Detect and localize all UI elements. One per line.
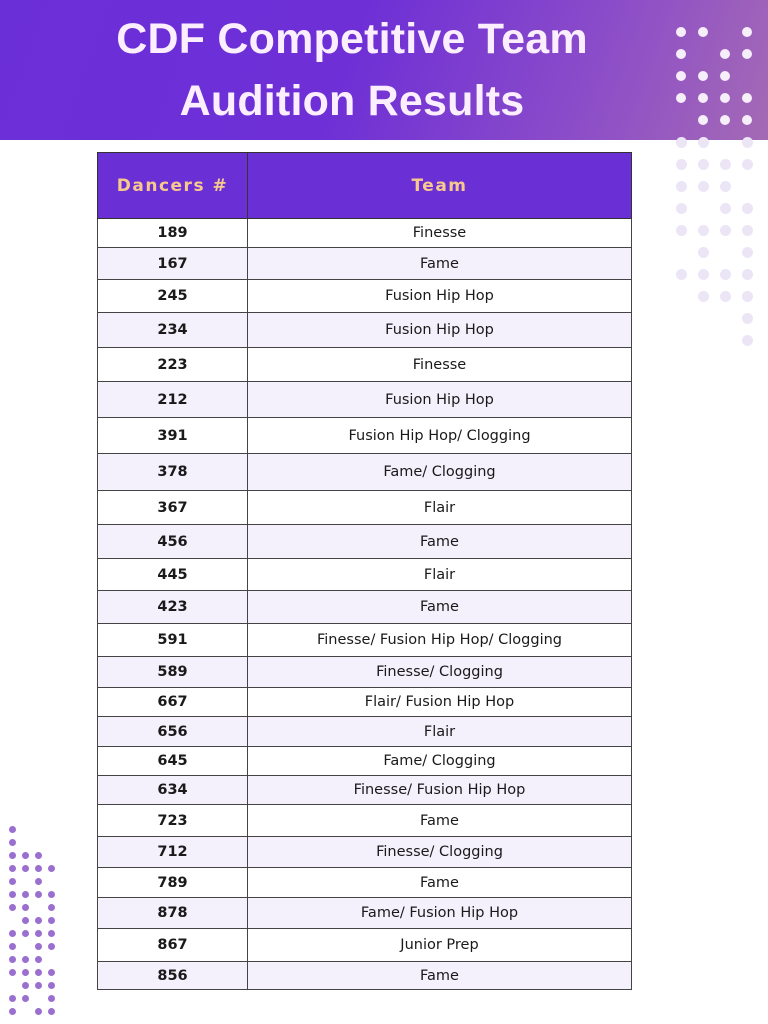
decorative-dot	[676, 27, 686, 37]
dancer-number-cell: 245	[98, 280, 248, 313]
decorative-dot	[676, 159, 687, 170]
team-cell: Fame	[248, 805, 632, 837]
decorative-dot	[720, 71, 730, 81]
dancer-number-cell: 867	[98, 929, 248, 962]
team-cell: Flair	[248, 491, 632, 525]
decorative-dot	[742, 49, 752, 59]
decorative-dot	[698, 71, 708, 81]
dancer-number-cell: 723	[98, 805, 248, 837]
team-cell: Junior Prep	[248, 929, 632, 962]
decorative-dot	[742, 137, 753, 148]
decorative-dot	[698, 93, 708, 103]
decorative-dot	[9, 930, 16, 937]
decorative-dot	[698, 291, 709, 302]
decorative-dot	[9, 839, 16, 846]
dancer-number-cell: 591	[98, 624, 248, 657]
table-row	[98, 837, 632, 868]
decorative-dot	[35, 852, 42, 859]
decorative-dot	[742, 203, 753, 214]
decorative-dot	[720, 269, 731, 280]
table-row	[98, 382, 632, 418]
decorative-dot	[720, 49, 730, 59]
decorative-dot	[720, 115, 730, 125]
decorative-dot	[698, 137, 709, 148]
decorative-dot	[676, 71, 686, 81]
dancer-number-cell: 634	[98, 776, 248, 805]
decorative-dot	[742, 291, 753, 302]
decorative-dot	[48, 943, 55, 950]
decorative-dot	[9, 969, 16, 976]
decorative-dot	[676, 225, 687, 236]
decorative-dot	[48, 930, 55, 937]
dancer-number-cell: 645	[98, 747, 248, 776]
team-cell: Flair/ Fusion Hip Hop	[248, 688, 632, 717]
decorative-dot	[48, 982, 55, 989]
team-cell: Fame	[248, 962, 632, 990]
table-row	[98, 962, 632, 990]
decorative-dot	[720, 181, 731, 192]
decorative-dot	[720, 203, 731, 214]
table-row	[98, 219, 632, 248]
decorative-dot	[35, 982, 42, 989]
decorative-dot	[720, 225, 731, 236]
table-row	[98, 776, 632, 805]
dancer-number-cell: 367	[98, 491, 248, 525]
table-row	[98, 747, 632, 776]
decorative-dot	[9, 865, 16, 872]
decorative-dot	[35, 1008, 42, 1015]
decorative-dot	[676, 181, 687, 192]
decorative-dot	[35, 956, 42, 963]
decorative-dot	[35, 865, 42, 872]
dancer-number-cell: 667	[98, 688, 248, 717]
decorative-dot	[698, 269, 709, 280]
decorative-dot	[742, 115, 752, 125]
decorative-dot	[9, 956, 16, 963]
team-cell: Finesse/ Clogging	[248, 837, 632, 868]
decorative-dot	[48, 917, 55, 924]
decorative-dot	[9, 943, 16, 950]
decorative-dot	[9, 826, 16, 833]
column-header-team: Team	[248, 153, 632, 219]
decorative-dot	[22, 852, 29, 859]
decorative-dot	[48, 865, 55, 872]
decorative-dot	[48, 1008, 55, 1015]
dancer-number-cell: 856	[98, 962, 248, 990]
team-cell: Fame/ Clogging	[248, 747, 632, 776]
team-cell: Finesse	[248, 219, 632, 248]
team-cell: Fame	[248, 248, 632, 280]
decorative-dot	[35, 930, 42, 937]
decorative-dot	[35, 943, 42, 950]
decorative-dot	[9, 904, 16, 911]
table-row	[98, 657, 632, 688]
decorative-dot	[676, 49, 686, 59]
decorative-dot	[720, 159, 731, 170]
decorative-dot	[742, 93, 752, 103]
decorative-dot	[698, 247, 709, 258]
decorative-dot	[9, 1008, 16, 1015]
dancer-number-cell: 445	[98, 559, 248, 591]
team-cell: Finesse	[248, 348, 632, 382]
decorative-dot	[22, 930, 29, 937]
decorative-dot	[9, 852, 16, 859]
team-cell: Fusion Hip Hop	[248, 280, 632, 313]
table-row	[98, 898, 632, 929]
table-row	[98, 868, 632, 898]
dancer-number-cell: 167	[98, 248, 248, 280]
decorative-dot	[742, 335, 753, 346]
table-row	[98, 688, 632, 717]
decorative-dot	[35, 969, 42, 976]
decorative-dot	[22, 956, 29, 963]
decorative-dot	[35, 878, 42, 885]
decorative-dot	[742, 313, 753, 324]
column-header-dancer: Dancers #	[98, 153, 248, 219]
table-row	[98, 559, 632, 591]
team-cell: Flair	[248, 559, 632, 591]
decorative-dot	[22, 865, 29, 872]
decorative-dot	[22, 995, 29, 1002]
decorative-dot	[676, 137, 687, 148]
decorative-dot	[742, 159, 753, 170]
decorative-dot	[22, 891, 29, 898]
decorative-dot	[720, 93, 730, 103]
table-row	[98, 313, 632, 348]
team-cell: Fusion Hip Hop/ Clogging	[248, 418, 632, 454]
decorative-dot	[9, 878, 16, 885]
decorative-dot	[720, 291, 731, 302]
decorative-dot	[742, 27, 752, 37]
title-line-1: CDF Competitive Team	[116, 15, 588, 63]
team-cell: Fusion Hip Hop	[248, 382, 632, 418]
team-cell: Fame	[248, 591, 632, 624]
decorative-dot	[676, 203, 687, 214]
dancer-number-cell: 212	[98, 382, 248, 418]
decorative-dot	[9, 891, 16, 898]
decorative-dot	[676, 269, 687, 280]
decorative-dot	[698, 225, 709, 236]
decorative-dot	[22, 982, 29, 989]
title-banner	[0, 0, 768, 140]
dancer-number-cell: 878	[98, 898, 248, 929]
decorative-dot	[35, 917, 42, 924]
team-cell: Finesse/ Fusion Hip Hop	[248, 776, 632, 805]
decorative-dot	[698, 181, 709, 192]
decorative-dot	[48, 995, 55, 1002]
dancer-number-cell: 712	[98, 837, 248, 868]
table-row	[98, 717, 632, 747]
decorative-dot	[676, 93, 686, 103]
decorative-dot	[22, 917, 29, 924]
decorative-dot	[698, 115, 708, 125]
dancer-number-cell: 234	[98, 313, 248, 348]
decorative-dot	[742, 225, 753, 236]
dancer-number-cell: 223	[98, 348, 248, 382]
dancer-number-cell: 656	[98, 717, 248, 747]
decorative-dot	[9, 995, 16, 1002]
table-row	[98, 491, 632, 525]
decorative-dot	[698, 159, 709, 170]
team-cell: Finesse/ Fusion Hip Hop/ Clogging	[248, 624, 632, 657]
dancer-number-cell: 423	[98, 591, 248, 624]
team-cell: Fame/ Fusion Hip Hop	[248, 898, 632, 929]
team-cell: Fame	[248, 525, 632, 559]
dancer-number-cell: 456	[98, 525, 248, 559]
team-cell: Finesse/ Clogging	[248, 657, 632, 688]
decorative-dot	[742, 269, 753, 280]
decorative-dot	[742, 247, 753, 258]
table-row	[98, 929, 632, 962]
table-header-row	[98, 153, 632, 219]
dancer-number-cell: 589	[98, 657, 248, 688]
team-cell: Fusion Hip Hop	[248, 313, 632, 348]
audition-results-table	[97, 152, 632, 990]
decorative-dot	[698, 27, 708, 37]
decorative-dot	[22, 969, 29, 976]
team-cell: Flair	[248, 717, 632, 747]
dancer-number-cell: 391	[98, 418, 248, 454]
team-cell: Fame/ Clogging	[248, 454, 632, 491]
dancer-number-cell: 789	[98, 868, 248, 898]
table-row	[98, 418, 632, 454]
table-row	[98, 624, 632, 657]
dancer-number-cell: 378	[98, 454, 248, 491]
table-row	[98, 525, 632, 559]
team-cell: Fame	[248, 868, 632, 898]
table-row	[98, 454, 632, 491]
dancer-number-cell: 189	[98, 219, 248, 248]
table-row	[98, 805, 632, 837]
title-line-2: Audition Results	[179, 77, 525, 125]
decorative-dot	[35, 891, 42, 898]
decorative-dot	[48, 904, 55, 911]
decorative-dot	[48, 969, 55, 976]
table-row	[98, 248, 632, 280]
decorative-dot	[48, 891, 55, 898]
table-row	[98, 591, 632, 624]
decorative-dot	[22, 904, 29, 911]
table-row	[98, 348, 632, 382]
page-title	[0, 8, 704, 132]
table-row	[98, 280, 632, 313]
